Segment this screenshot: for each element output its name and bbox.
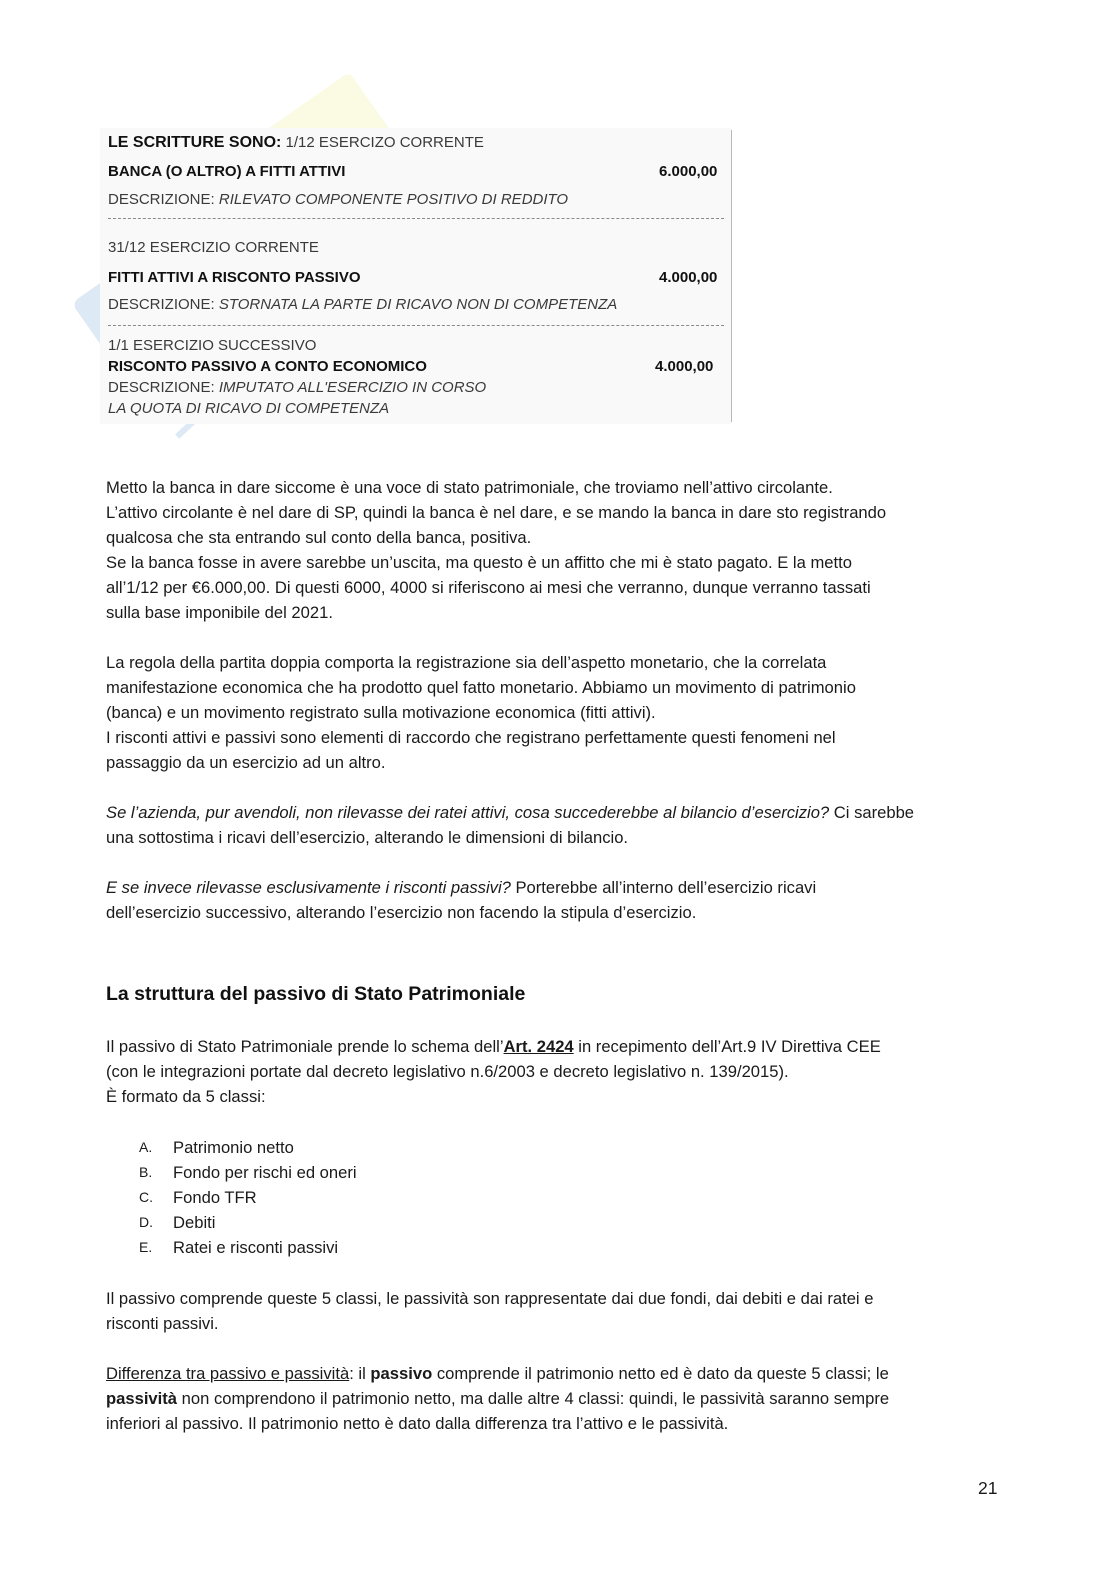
difference-text-a: : il — [349, 1364, 371, 1383]
entry-2-desc-value: STORNATA LA PARTE DI RICAVO NON DI COMPETENZA — [214, 296, 618, 313]
list-item-label: Fondo per rischi ed oneri — [173, 1163, 357, 1182]
list-item-label: Fondo TFR — [173, 1188, 257, 1207]
difference-text-b: comprende il patrimonio netto ed è dato da queste 5 classi; le — [432, 1364, 889, 1383]
question-1 — [106, 800, 1016, 825]
entry-1-desc-label: DESCRIZIONE: — [108, 191, 215, 208]
journal-header — [108, 133, 484, 153]
entry-2-desc-label: DESCRIZIONE: — [108, 296, 215, 313]
entry-3-amount: 4.000,00 — [655, 358, 714, 375]
paragraph-line: Se la banca fosse in avere sarebbe un’uscita, ma questo è un affitto che mi è stato pagato. E la metto — [106, 553, 852, 572]
paragraph-line: dell’esercizio successivo, alterando l’esercizio non facendo la stipula d’esercizio. — [106, 903, 697, 922]
separator-1 — [108, 218, 724, 219]
entry-1-desc-value: RILEVATO COMPONENTE POSITIVO DI REDDITO — [214, 191, 569, 208]
paragraph-line: L’attivo circolante è nel dare di SP, quindi la banca è nel dare, e se mando la banca in dare sto registrando — [106, 503, 887, 522]
question-1-italic: Se l’azienda, pur avendoli, non rilevasse dei ratei attivi, cosa succederebbe al bilancio d’esercizio? — [106, 803, 830, 822]
paragraph-line: La regola della partita doppia comporta la registrazione sia dell’aspetto monetario, che la correlata — [106, 653, 827, 672]
image-border — [731, 130, 732, 422]
difference-line-3: inferiori al passivo. Il patrimonio netto è dato dalla differenza tra l’attivo e le passività. — [106, 1414, 729, 1433]
difference-title: Differenza tra passivo e passività — [106, 1364, 350, 1383]
term-passivita: passività — [106, 1389, 178, 1408]
entry-3-accounts: RISCONTO PASSIVO A CONTO ECONOMICO — [108, 358, 427, 375]
entry-2-amount: 4.000,00 — [659, 269, 718, 286]
paragraph-line: sulla base imponibile del 2021. — [106, 603, 333, 622]
passive-summary — [106, 1286, 1016, 1436]
entry-3-desc-value: IMPUTATO ALL'ESERCIZIO IN CORSO — [214, 379, 487, 396]
entry-3-date: 1/1 ESERCIZIO SUCCESSIVO — [108, 337, 317, 354]
list-item-label: Patrimonio netto — [173, 1138, 294, 1157]
journal-header-rest: 1/12 ESERCIZO CORRENTE — [281, 134, 484, 151]
separator-2 — [108, 325, 724, 326]
article-link[interactable]: Art. 2424 — [503, 1037, 574, 1056]
paragraph-line: Il passivo comprende queste 5 classi, le passività son rappresentate dai due fondi, dai debiti e dai ratei e — [106, 1289, 874, 1308]
difference-line-2 — [106, 1386, 1016, 1411]
question-2-italic: E se invece rilevasse esclusivamente i risconti passivi? — [106, 878, 511, 897]
difference-line-1 — [106, 1361, 1016, 1386]
list-marker: E. — [139, 1239, 153, 1255]
list-item-label: Ratei e risconti passivi — [173, 1238, 339, 1257]
question-1-answer: Ci sarebbe — [829, 803, 915, 822]
paragraph-line: Metto la banca in dare siccome è una voce di stato patrimoniale, che troviamo nell’attivo circolante. — [106, 478, 833, 497]
entry-2-date: 31/12 ESERCIZIO CORRENTE — [108, 239, 319, 256]
entry-1-amount: 6.000,00 — [659, 163, 718, 180]
paragraph-line: risconti passivi. — [106, 1314, 219, 1333]
section-heading: La struttura del passivo di Stato Patrimoniale — [106, 983, 526, 1005]
list-marker: B. — [139, 1164, 153, 1180]
body-paragraphs — [106, 475, 1016, 925]
journal-entries-image — [100, 128, 732, 424]
question-2 — [106, 875, 1016, 900]
paragraph-line: manifestazione economica che ha prodotto quel fatto monetario. Abbiamo un movimento di patrimonio — [106, 678, 856, 697]
intro-line-3: È formato da 5 classi: — [106, 1087, 266, 1106]
paragraph-line: una sottostima i ricavi dell’esercizio, alterando le dimensioni di bilancio. — [106, 828, 629, 847]
entry-1-accounts: BANCA (O ALTRO) A FITTI ATTIVI — [108, 163, 346, 180]
journal-header-bold: LE SCRITTURE SONO: — [108, 134, 282, 151]
intro-text-a: Il passivo di Stato Patrimoniale prende lo schema dell’ — [106, 1037, 504, 1056]
paragraph-line: I risconti attivi e passivi sono elementi di raccordo che registrano perfettamente questi fenomeni nel — [106, 728, 836, 747]
intro-text-b: in recepimento dell’Art.9 IV Direttiva CEE — [573, 1037, 881, 1056]
paragraph-line: (banca) e un movimento registrato sulla motivazione economica (fitti attivi). — [106, 703, 656, 722]
list-marker: C. — [139, 1189, 153, 1205]
difference-text-c: non comprendono il patrimonio netto, ma dalle altre 4 classi: quindi, le passività saranno sempre — [177, 1389, 890, 1408]
intro-line-1 — [106, 1034, 1016, 1059]
entry-2-description — [108, 295, 617, 315]
page-number: 21 — [978, 1478, 998, 1498]
paragraph-line: passaggio da un esercizio ad un altro. — [106, 753, 386, 772]
intro-line-2: (con le integrazioni portate dal decreto legislativo n.6/2003 e decreto legislativo n. 139/2015). — [106, 1062, 789, 1081]
list-item-label: Debiti — [173, 1213, 216, 1232]
entry-1-description — [108, 190, 568, 210]
section-intro — [106, 1034, 1016, 1109]
question-2-answer: Porterebbe all’interno dell’esercizio ricavi — [510, 878, 817, 897]
entry-3-description — [108, 378, 486, 398]
term-passivo: passivo — [370, 1364, 433, 1383]
paragraph-line: qualcosa che sta entrando sul conto della banca, positiva. — [106, 528, 532, 547]
paragraph-line: all’1/12 per €6.000,00. Di questi 6000, 4000 si riferiscono ai mesi che verranno, dunque verranno tassati — [106, 578, 871, 597]
list-marker: D. — [139, 1214, 153, 1230]
entry-3-desc-label: DESCRIZIONE: — [108, 379, 215, 396]
entry-2-accounts: FITTI ATTIVI A RISCONTO PASSIVO — [108, 269, 361, 286]
entry-3-desc-value-line2: LA QUOTA DI RICAVO DI COMPETENZA — [108, 400, 390, 417]
list-marker: A. — [139, 1139, 153, 1155]
